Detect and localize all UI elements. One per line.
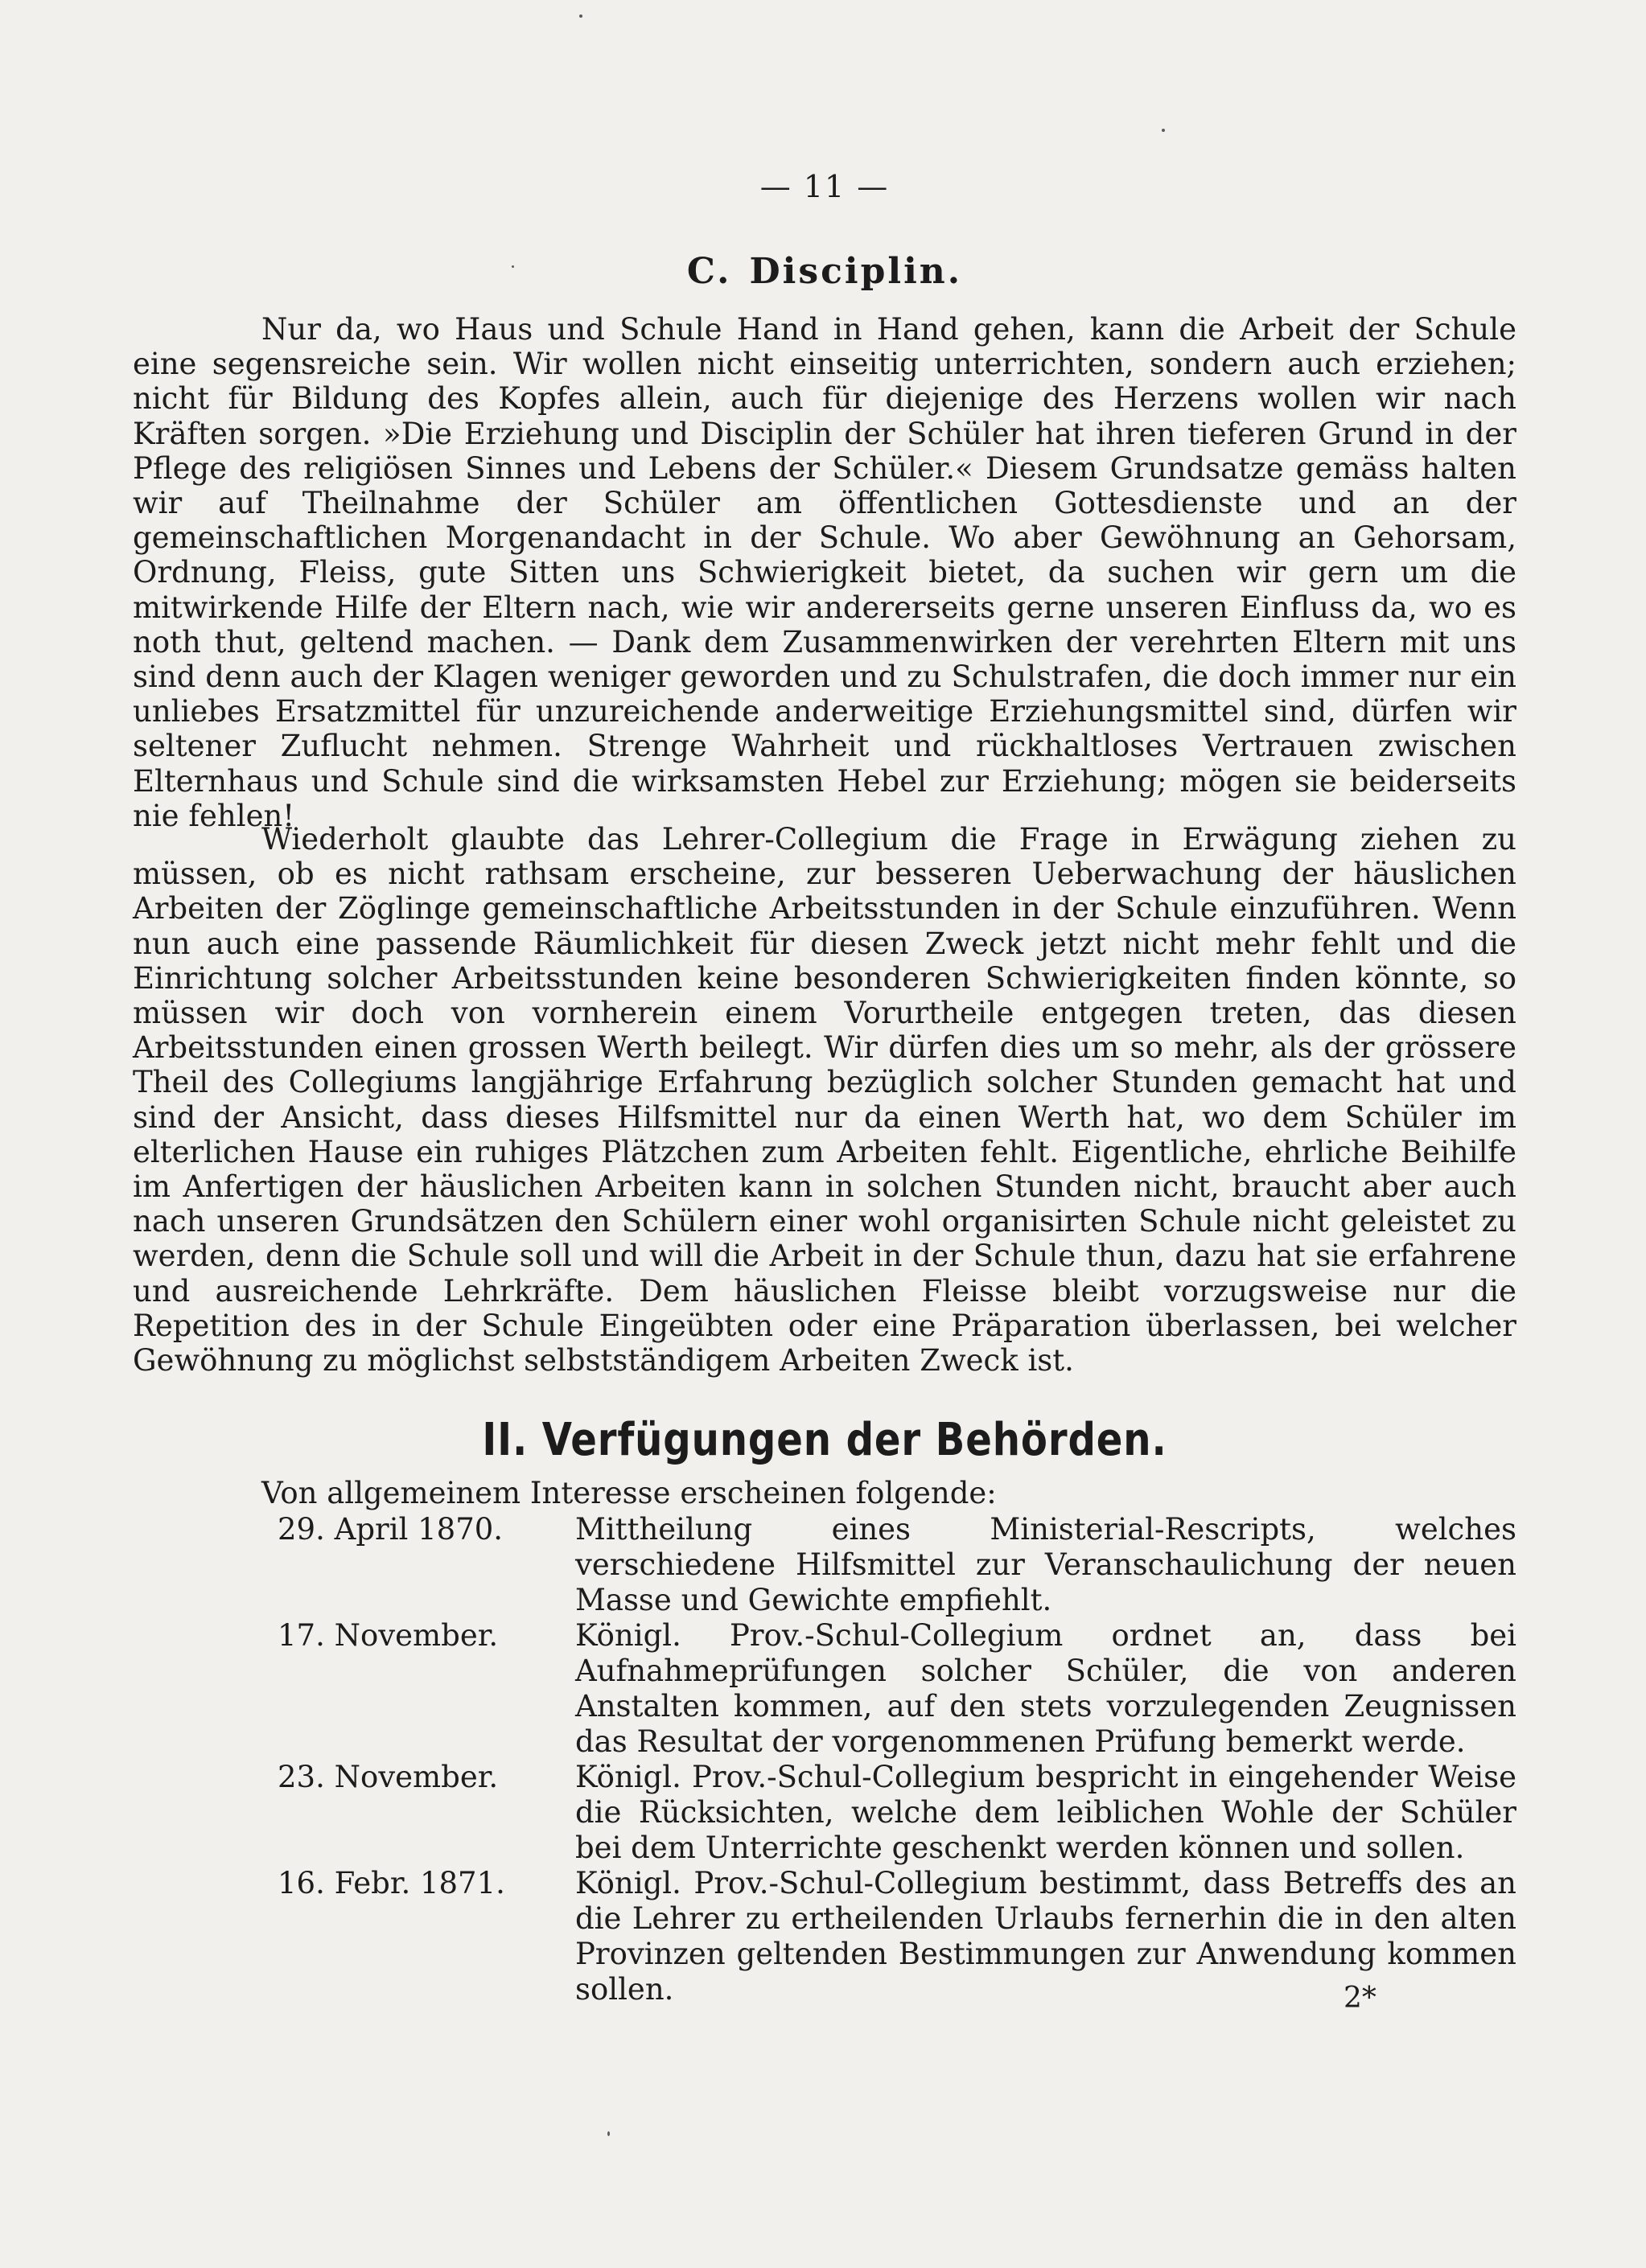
decree-entry bbox=[133, 1760, 1516, 1866]
decree-list bbox=[133, 1512, 1516, 2007]
decree-text: Mittheilung eines Ministerial-Rescripts, welches verschiedene Hilfsmittel zur Veranschaulichung der neuen Masse und Gewichte empfiehlt. bbox=[575, 1512, 1516, 1617]
intro-line: Von allgemeinem Interesse erscheinen folgende: bbox=[261, 1476, 997, 1510]
decree-date: 23. November. bbox=[278, 1760, 499, 1794]
decree-date: 17. November. bbox=[278, 1618, 499, 1653]
paper-speck bbox=[579, 14, 582, 18]
decree-entry bbox=[133, 1866, 1516, 2007]
section-letter: C. bbox=[686, 251, 732, 292]
paper-speck bbox=[1162, 129, 1165, 132]
section-title: Disciplin. bbox=[749, 251, 963, 292]
paragraph-text: Wiederholt glaubte das Lehrer-Collegium die Frage in Erwägung ziehen zu müssen, ob es nicht rathsam erscheine, zur besseren Ueberwachung der häuslichen Arbeiten der Zöglinge gemeinschaftliche Arbeitsstunden in der Schule einzuführen. Wenn nun auch eine passende Räumlichkeit für diesen Zweck jetzt nicht mehr fehlt und die Einrichtung solcher Arbeitsstunden keine besonderen Schwierigkeiten finden könnte, so müssen wir doch von vornherein einem Vorurtheile entgegen treten, das diesen Arbeitsstunden einen grossen Werth beilegt. Wir dürfen dies um so mehr, als der grössere Theil des Collegiums langjährige Erfahrung bezüglich solcher Stunden gemacht hat und sind der Ansicht, dass dieses Hilfsmittel nur da einen Werth hat, wo dem Schüler im elterlichen Hause ein ruhiges Plätzchen zum Arbeiten fehlt. Eigentliche, ehrliche Beihilfe im Anfertigen der häuslichen Arbeiten kann in solchen Stunden nicht, braucht aber auch nach unseren Grundsätzen den Schülern einer wohl organisirten Schule nicht geleistet zu werden, denn die Schule soll und will die Arbeit in der Schule thun, dazu hat sie erfahrene und ausreichende Lehrkräfte. Dem häuslichen Fleisse bleibt vorzugsweise nur die Repetition des in der Schule Eingeübten oder eine Präparation überlassen, bei welcher Gewöhnung zu möglichst selbstständigem Arbeiten Zweck ist. bbox=[133, 822, 1516, 1378]
decree-entry bbox=[133, 1512, 1516, 1618]
decree-date: 16. Febr. 1871. bbox=[278, 1866, 505, 1900]
decree-text: Königl. Prov.-Schul-Collegium bestimmt, dass Betreffs des an die Lehrer zu ertheilenden Urlaubs fernerhin die in den alten Provinzen geltenden Bestimmungen zur Anwendung kommen sollen. bbox=[575, 1866, 1516, 2007]
page-number: — 11 — bbox=[759, 169, 890, 204]
signature-mark: 2* bbox=[1344, 1982, 1376, 2015]
paper-speck bbox=[607, 2131, 610, 2136]
paper-speck bbox=[512, 265, 514, 268]
decree-text: Königl. Prov.-Schul-Collegium ordnet an, dass bei Aufnahmeprüfungen solcher Schüler, die von anderen Anstalten kommen, auf den stets vorzulegenden Zeugnissen das Resultat der vorgenommenen Prüfung bemerkt werde. bbox=[575, 1618, 1516, 1759]
paragraph-text: Nur da, wo Haus und Schule Hand in Hand gehen, kann die Arbeit der Schule eine segensreiche sein. Wir wollen nicht einseitig unterrichten, sondern auch erziehen; nicht für Bildung des Kopfes allein, auch für diejenige des Herzens wollen wir nach Kräften sorgen. »Die Erziehung und Disciplin der Schüler hat ihren tieferen Grund in der Pflege des religiösen Sinnes und Lebens der Schüler.« Diesem Grundsatze gemäss halten wir auf Theilnahme der Schüler am öffentlichen Gottesdienste und an der gemeinschaftlichen Morgenandacht in der Schule. Wo aber Gewöhnung an Gehorsam, Ordnung, Fleiss, gute Sitten uns Schwierigkeit bietet, da suchen wir gern um die mitwirkende Hilfe der Eltern nach, wie wir andererseits gerne unseren Einfluss da, wo es noth thut, geltend machen. — Dank dem Zusammenwirken der verehrten Eltern mit uns sind denn auch der Klagen weniger geworden und zu Schulstrafen, die doch immer nur ein unliebes Ersatzmittel für unzureichende anderweitige Erziehungsmittel sind, dürfen wir seltener Zuflucht nehmen. Strenge Wahrheit und rückhaltloses Vertrauen zwischen Elternhaus und Schule sind die wirksamsten Hebel zur Erziehung; mögen sie beiderseits nie fehlen! bbox=[133, 312, 1516, 833]
decree-date: 29. April 1870. bbox=[278, 1512, 504, 1547]
section-heading bbox=[133, 251, 1516, 292]
paragraph-discipline bbox=[133, 312, 1516, 833]
decree-entry bbox=[133, 1618, 1516, 1760]
paragraph-arbeitsstunden bbox=[133, 822, 1516, 1378]
main-heading: II. Verfügungen der Behörden. bbox=[482, 1414, 1167, 1466]
decree-text: Königl. Prov.-Schul-Collegium bespricht in eingehender Weise die Rücksichten, welche dem leiblichen Wohle der Schüler bei dem Unterrichte geschenkt werden können und sollen. bbox=[575, 1760, 1516, 1865]
